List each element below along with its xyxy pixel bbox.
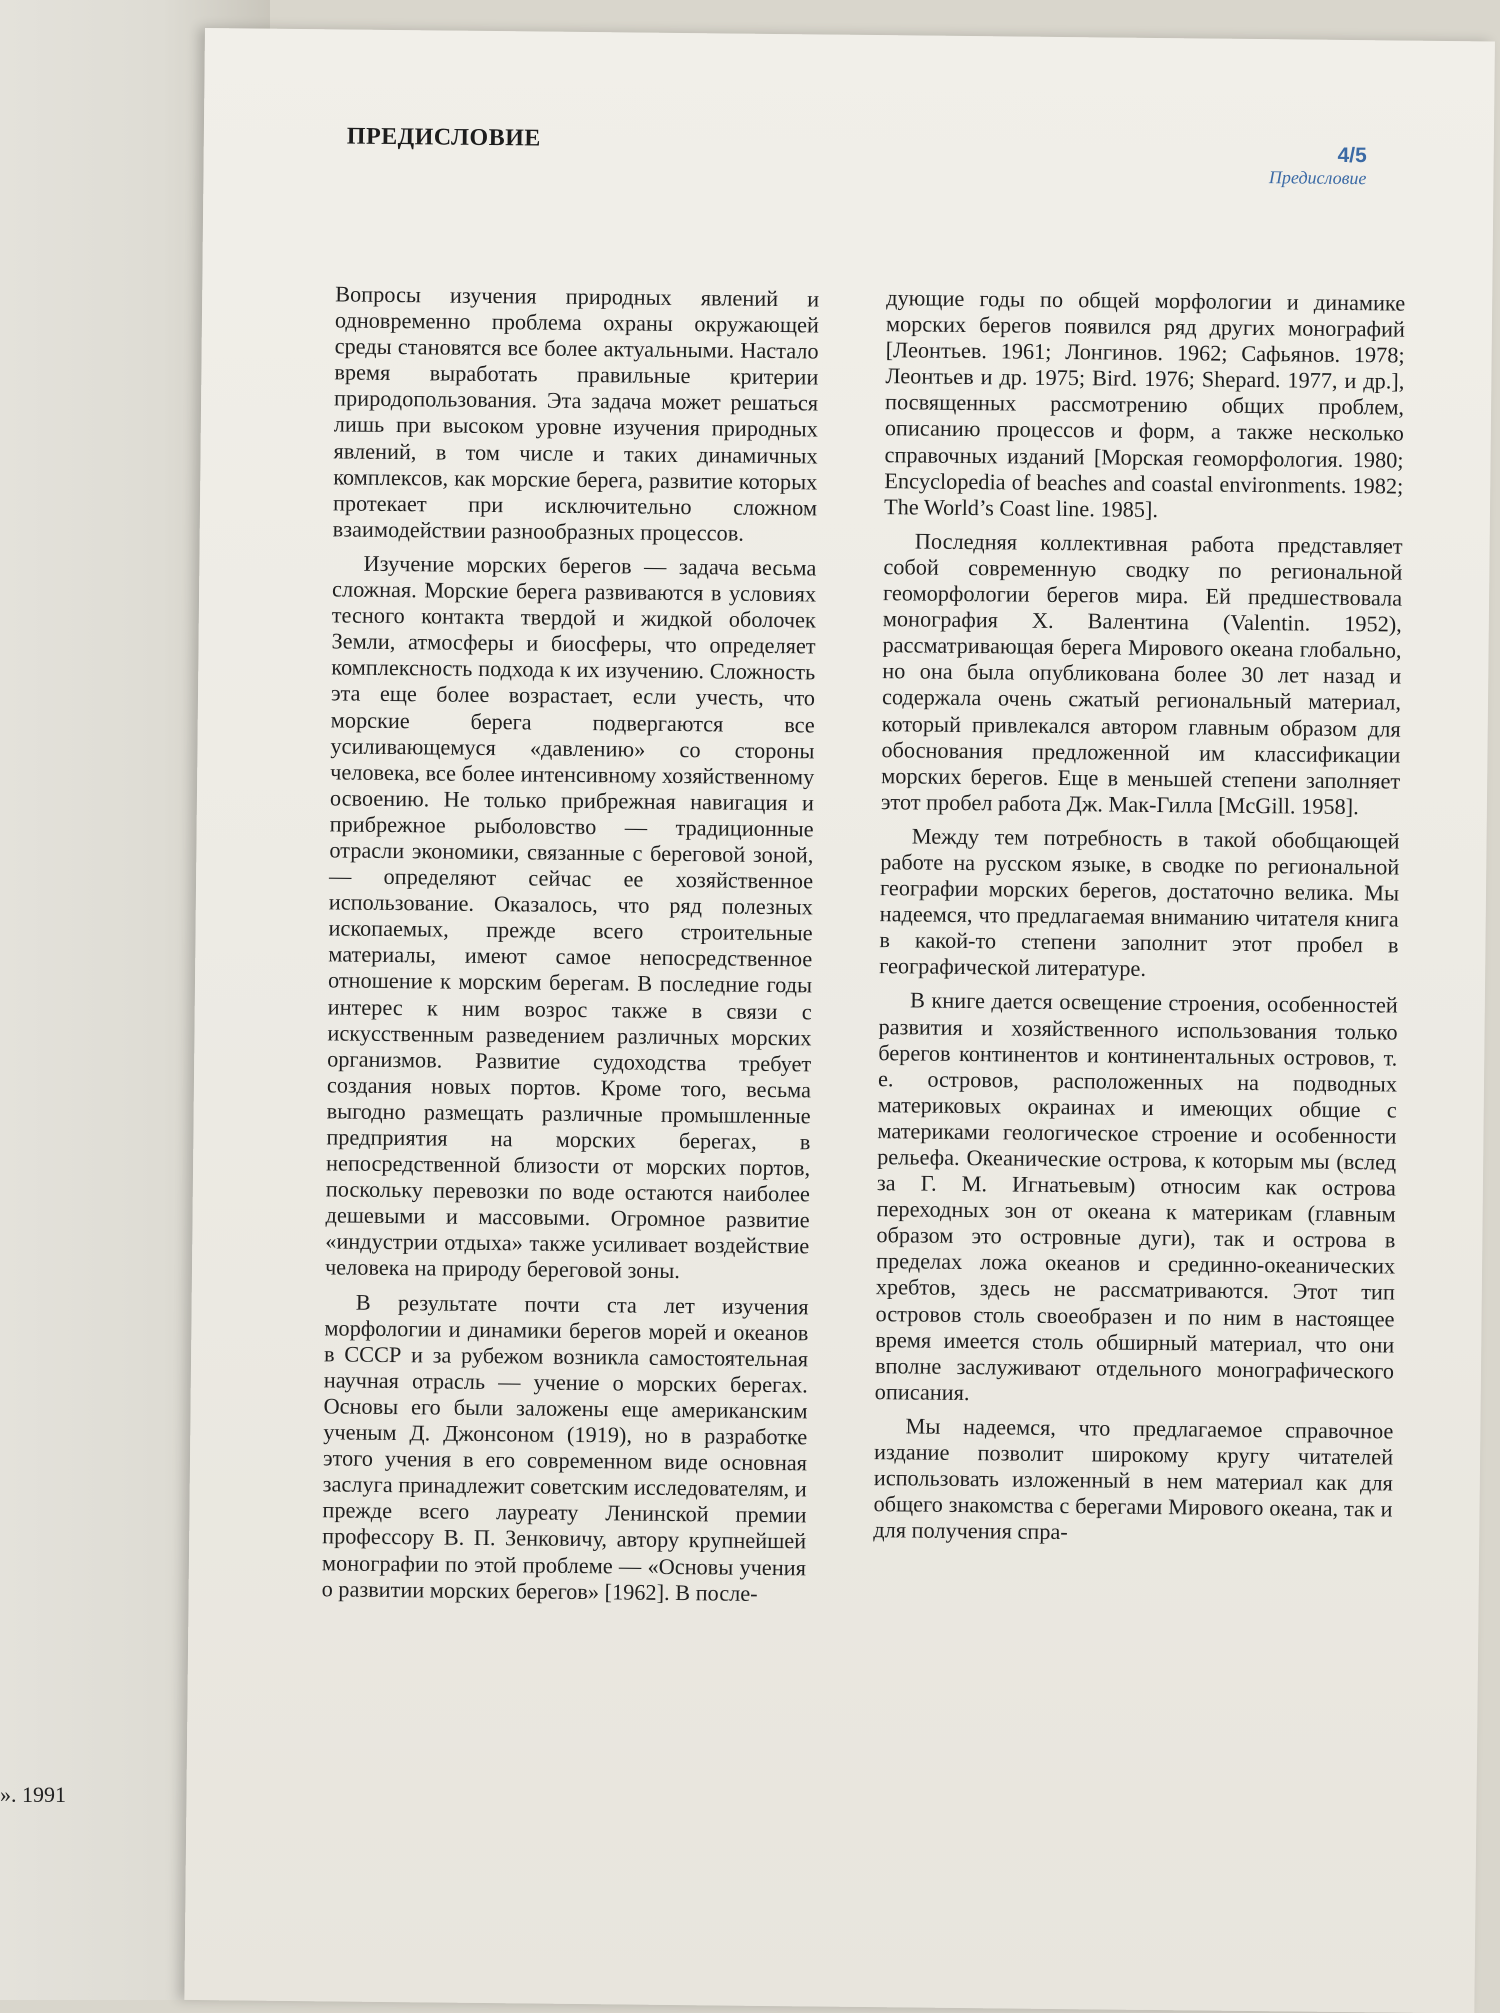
- paragraph: Изучение морских берегов — задача весьма сложная. Морские берега развиваются в условиях тесного контакта твердой и жидкой оболочек Земли, атмосферы и биосферы, что определяет комплексность подхода к их изучению. Сложность эта еще более возрастает, если учесть, что морские берега подвергаются все усиливающемуся «давлению» со стороны человека, все более интенсивному хозяйственному освоению. Не только прибрежная навигация и прибрежное рыболовство — традиционные отрасли экономики, связанные с береговой зоной, — определяют сейчас ее хозяйственное использование. Оказалось, что ряд полезных ископаемых, прежде всего строительные материалы, имеют самое непосредственное отношение к морским берегам. В последние годы интерес к ним возрос также в связи с искусственным разведением различных морских организмов. Развитие судоходства требует создания новых портов. Кроме того, весьма выгодно размещать различные промышленные предприятия на морских берегах, в непосредственной близости от морских портов, поскольку перевозки по воде остаются наиболее дешевыми и массовыми. Огромное развитие «индустрии отдыха» также усиливает воздействие человека на природу береговой зоны.: [324, 550, 817, 1284]
- paragraph: дующие годы по общей морфологии и динамике морских берегов появился ряд других монографий [Леонтьев. 1961; Лонгинов. 1962; Сафьянов. 1978; Леонтьев и др. 1975; Bird. 1976; Shepard. 1977, и др.], посвященных рассмотрению общих проблем, описанию процессов и форм, а также несколько справочных изданий [Морская геоморфология. 1980; Encyclopedia of beaches and coastal environments. 1982; The World’s Coast line. 1985].: [883, 285, 1406, 522]
- running-head: Предисловие: [1268, 167, 1367, 189]
- book-page: [184, 28, 1495, 2013]
- left-page-footer: ». 1991: [0, 1782, 66, 1807]
- paragraph: Между тем потребность в такой обобщающей работе на русском языке, в сводке по региональной географии морских берегов, достаточно велика. Мы надеемся, что предлагаемая вниманию читателя книга в какой-то степени заполнит этот пробел в географической литературе.: [879, 823, 1400, 982]
- right-column: [873, 285, 1405, 1557]
- paragraph: Последняя коллективная работа представляет собой современную сводку по региональной геоморфологии берегов мира. Ей предшествовала монография X. Валентина (Valentin. 1952), рассматривающая берега Мирового океана глобально, но она была опубликована более 30 лет назад и содержала очень сжатый региональный материал, который привлекался автором главным образом для обоснования предложенной им классификации морских берегов. Еще в меньшей степени заполняет этот пробел работа Дж. Мак-Гилла [McGill. 1958].: [880, 528, 1403, 819]
- paragraph: В книге дается освещение строения, особенностей развития и хозяйственного использования только берегов континентов и континентальных островов, т. е. островов, расположенных на подводных материковых окраинах и имеющих общие с материками геологическое строение и особенности рельефа. Океанические острова, к которым мы (вслед за Г. М. Игнатьевым) относим как острова переходных зон от океана к материкам (главным образом это островные дуги), так и острова в пределах ложа океанов и срединно-океанических хребтов, здесь не рассматриваются. Этот тип островов столь своеобразен и по ним в настоящее время имеется столь обширный материал, что они вполне заслуживают отдельного монографического описания.: [874, 987, 1398, 1405]
- paragraph: Вопросы изучения природных явлений и одновременно проблема охраны окружающей среды становятся все более актуальными. Настало время выработать правильные критерии природопользования. Эта задача может решаться лишь при высоком уровне изучения природных явлений, в том числе и таких динамичных комплексов, как морские берега, развитие которых протекает при исключительно сложном взаимодействии разнообразных процессов.: [332, 281, 820, 546]
- page-number: 4/5: [1337, 143, 1367, 168]
- left-column: [321, 281, 819, 1615]
- paragraph: Мы надеемся, что предлагаемое справочное издание позволит широкому кругу читателей использовать изложенный в нем материал как для общего знакомства с берегами Мирового океана, так и для получения спра-: [873, 1413, 1394, 1545]
- paragraph: В результате почти ста лет изучения морфологии и динамики берегов морей и океанов в СССР и за рубежом возникла самостоятельная научная отрасль — учение о морских берегах. Основы его были заложены еще американским ученым Д. Джонсоном (1919), но в разработке этого учения в его современном виде основная заслуга принадлежит советским исследователям, и прежде всего лауреату Ленинской премии профессору В. П. Зенковичу, автору крупнейшей монографии по этой проблеме — «Основы учения о развитии морских берегов» [1962]. В после-: [321, 1289, 809, 1606]
- page-title: ПРЕДИСЛОВИЕ: [346, 123, 541, 152]
